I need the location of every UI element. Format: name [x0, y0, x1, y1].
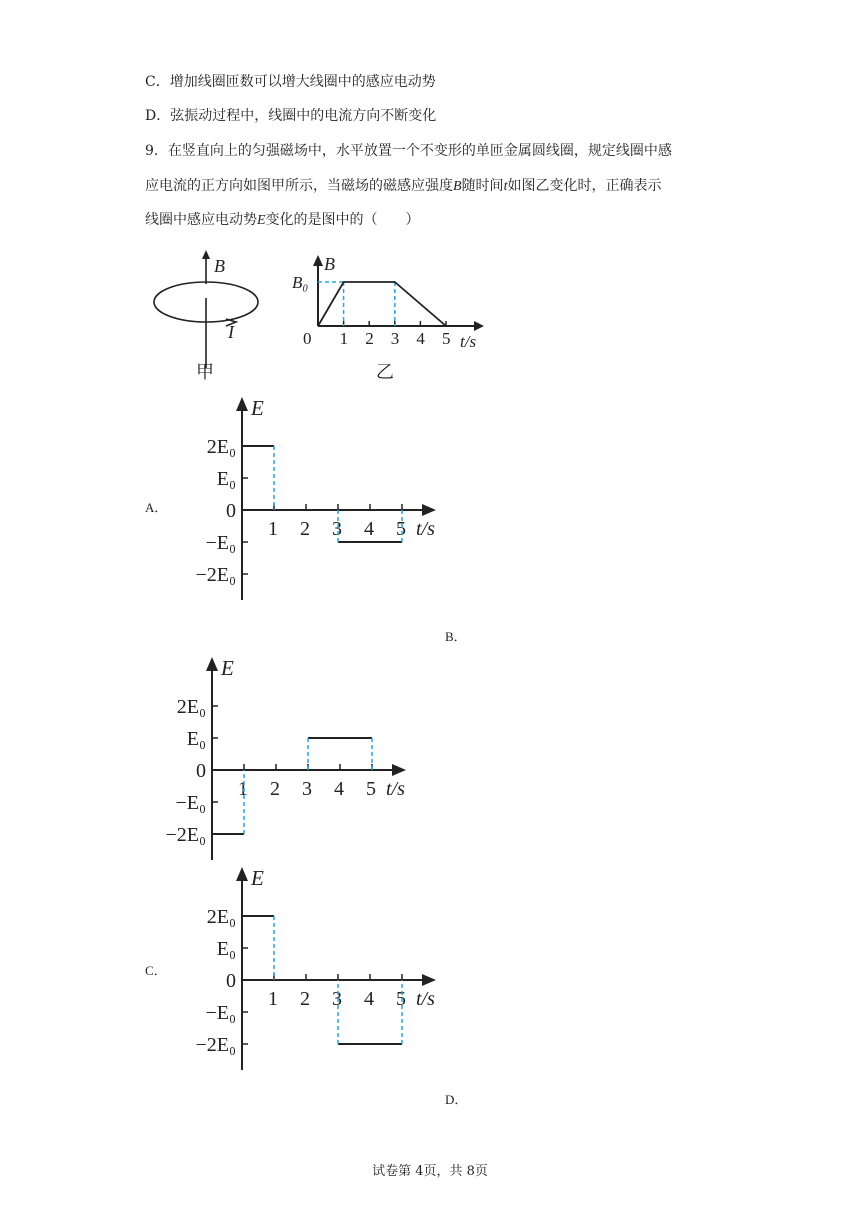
x-tick-label: 3	[302, 778, 312, 800]
e-axis-arrow-icon	[236, 397, 248, 411]
y-tick-label: 0	[226, 970, 236, 992]
option-d-text: D．弦振动过程中，线圈中的电流方向不断变化	[145, 108, 437, 124]
b-label: B	[214, 256, 225, 276]
x-tick-label: 1	[238, 778, 248, 800]
x-tick-label: 5	[396, 988, 406, 1010]
x-tick-label: 5	[442, 329, 451, 348]
symbol-b: B	[453, 179, 462, 194]
e-axis-arrow-icon	[206, 657, 218, 671]
symbol-t: t	[503, 179, 508, 194]
question-9-line-3	[145, 210, 420, 231]
t-axis-label: t/s	[386, 778, 405, 800]
question-9-line-2	[145, 176, 661, 197]
y-tick-label: −E₀	[205, 532, 236, 554]
x-tick-label: 3	[390, 329, 400, 348]
y-tick-label: 2E₀	[206, 906, 236, 928]
y-tick-label: E₀	[186, 728, 206, 750]
q9-text: 应电流的正方向如图甲所示，当磁场的磁感应强度	[145, 178, 453, 194]
t-axis-arrow-icon	[392, 764, 406, 776]
e-axis-label: E	[221, 656, 234, 680]
graph-option-b[interactable]	[140, 655, 440, 865]
option-c-text: C．增加线圈匝数可以增大线圈中的感应电动势	[145, 74, 436, 90]
x-tick-label: 3	[332, 988, 342, 1010]
q9-text: 线圈中感应电动势	[145, 212, 257, 228]
t-axis-label: t/s	[416, 988, 435, 1010]
figure-yi	[290, 250, 490, 385]
y-tick-label: 2E₀	[206, 436, 236, 458]
option-d-prev	[145, 106, 436, 126]
e-axis-label: E	[251, 396, 264, 420]
x-tick-label: 3	[332, 518, 342, 540]
question-9-text-1: 9．在竖直向上的匀强磁场中，水平放置一个不变形的单匝金属圆线圈，规定线圈中感	[145, 143, 672, 159]
x-tick-label: 5	[366, 778, 376, 800]
y-tick-label: 0	[196, 760, 206, 782]
b0-tick-label: B₀	[292, 273, 309, 292]
y-tick-label: E₀	[216, 938, 236, 960]
figure-jia	[140, 250, 270, 380]
x-tick-label: 2	[300, 988, 310, 1010]
q9-text: 变化的是图中的（ ）	[265, 212, 420, 228]
t-axis-label: t/s	[416, 518, 435, 540]
x-tick-label: 4	[416, 329, 425, 348]
figure-caption-yi: 乙	[376, 362, 394, 382]
x-tick-label: 2	[270, 778, 280, 800]
question-9-line-1	[145, 141, 672, 161]
x-tick-label: 4	[364, 518, 374, 540]
option-d-label[interactable]: D．	[445, 1092, 468, 1107]
q9-text: 如图乙变化时，正确表示	[507, 178, 662, 194]
t-axis-arrow-icon	[422, 974, 436, 986]
y-tick-label: −2E₀	[195, 1034, 236, 1056]
x-tick-label: 1	[339, 329, 349, 348]
y-tick-label: E₀	[216, 468, 236, 490]
e-axis-label: E	[251, 866, 264, 890]
x-tick-label: 4	[364, 988, 374, 1010]
e-axis-arrow-icon	[236, 867, 248, 881]
b-t-curve	[318, 282, 446, 326]
option-b-label[interactable]: B．	[445, 629, 467, 644]
x-tick-label: 2	[365, 329, 374, 348]
x-tick-label: 4	[334, 778, 344, 800]
t-axis-arrow-icon	[422, 504, 436, 516]
y-tick-label: −2E₀	[165, 824, 206, 846]
x-tick-label: 5	[396, 518, 406, 540]
y-tick-label: 2E₀	[176, 696, 206, 718]
y-tick-label: −E₀	[205, 1002, 236, 1024]
q9-text: 随时间	[461, 178, 504, 194]
b-axis-label: B	[324, 254, 335, 274]
y-tick-label: 0	[226, 500, 236, 522]
option-c-label[interactable]: C．	[145, 963, 167, 978]
symbol-e: E	[257, 213, 266, 228]
b-axis-arrow-icon	[313, 255, 323, 266]
x-tick-label: 1	[268, 988, 278, 1010]
graph-option-a[interactable]	[170, 395, 470, 605]
i-label: I	[228, 322, 234, 342]
origin-label: 0	[303, 329, 312, 348]
t-axis-label: t/s	[460, 332, 477, 351]
t-axis-arrow-icon	[474, 321, 484, 331]
x-tick-label: 2	[300, 518, 310, 540]
option-c-prev	[145, 72, 436, 92]
y-tick-label: −2E₀	[195, 564, 236, 586]
x-tick-label: 1	[268, 518, 278, 540]
option-a-label[interactable]: A．	[145, 500, 168, 515]
page-footer: 试卷第 4页，共 8页	[372, 1164, 488, 1179]
y-tick-label: −E₀	[175, 792, 206, 814]
graph-option-c[interactable]	[170, 865, 470, 1075]
figure-caption-jia: 甲	[196, 362, 214, 382]
